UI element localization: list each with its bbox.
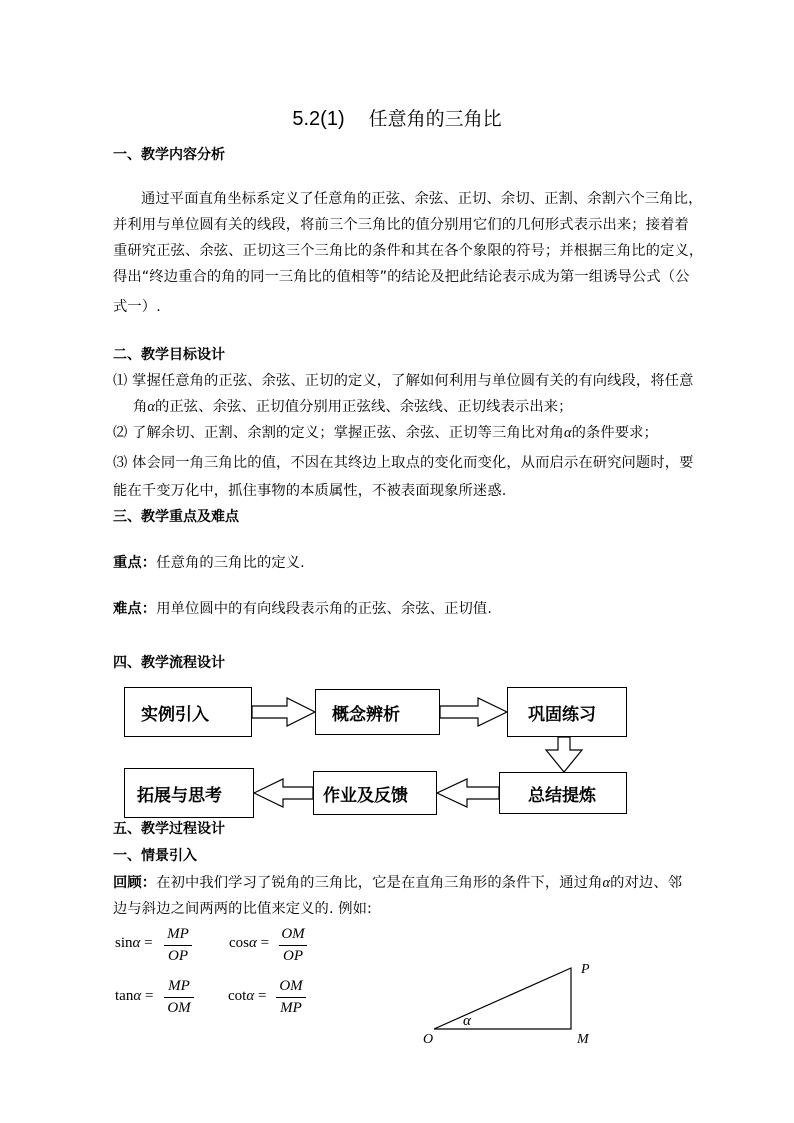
title-text: 任意角的三角比 — [368, 108, 502, 130]
fn-name: cos — [229, 935, 249, 951]
flow-step-label: 拓展与思考 — [137, 785, 222, 806]
sec1-line-1: 通过平面直角坐标系定义了任意角的正弦、余弦、正切、余切、正割、余割六个三角比， — [141, 191, 703, 207]
cos-fraction — [279, 925, 307, 966]
flow-arrow-right-1 — [252, 698, 315, 726]
cot-fraction — [276, 977, 306, 1018]
cot-formula-lhs: cotα = — [228, 988, 267, 1004]
numerator: MP — [168, 978, 190, 994]
flow-step-label: 实例引入 — [141, 704, 209, 725]
difficult-point-text: 用单位圆中的有向线段表示角的正弦、余弦、正切值. — [156, 601, 492, 617]
fn-name: cot — [228, 988, 247, 1004]
review-label: 回顾： — [113, 875, 157, 891]
numerator: OM — [279, 978, 303, 994]
subsection-1-heading: 一、情景引入 — [113, 848, 197, 864]
sin-fraction — [164, 925, 192, 966]
tan-formula-lhs: tanα = — [115, 988, 154, 1004]
flow-step-summary — [499, 772, 627, 814]
alpha-symbol: α — [249, 935, 257, 951]
sin-formula-lhs: sinα = — [115, 935, 153, 951]
denominator: OP — [168, 948, 188, 964]
key-point-text: 任意角的三角比的定义. — [156, 555, 305, 571]
goal-1-prefix: 角 — [133, 399, 148, 415]
alpha-symbol: α — [132, 935, 141, 951]
vertex-label-p: P — [581, 962, 590, 977]
flow-step-label: 巩固练习 — [528, 704, 596, 725]
flow-step-concept-analysis — [315, 689, 440, 735]
review-line-1 — [113, 872, 682, 892]
flow-step-example-intro — [124, 687, 252, 737]
alpha-symbol: α — [563, 425, 572, 441]
review-text-suffix: 的对边、邻 — [610, 875, 683, 891]
sec1-line-2: 并利用与单位圆有关的线段，将前三个三角比的值分别用它们的几何形式表示出来；接着着 — [113, 217, 689, 233]
tan-fraction — [164, 977, 194, 1018]
review-text-prefix: 在初中我们学习了锐角的三角比，它是在直角三角形的条件下，通过角 — [156, 875, 603, 891]
flow-arrow-down — [546, 737, 582, 772]
flow-step-homework — [313, 771, 437, 815]
goal-2-prefix: ⑵ 了解余切、正割、余割的定义；掌握正弦、余弦、正切等三角比对角 — [113, 425, 564, 441]
section-2-heading: 二、教学目标设计 — [113, 347, 225, 363]
flow-arrow-left-1 — [437, 779, 499, 807]
flow-arrow-left-2 — [254, 779, 313, 807]
vertex-label-o: O — [423, 1032, 434, 1047]
goal-1-line-1: ⑴ 掌握任意角的正弦、余弦、正切的定义，了解如何利用与单位圆有关的有向线段，将任意 — [113, 373, 694, 389]
alpha-symbol: α — [246, 988, 255, 1004]
flow-step-practice — [507, 687, 627, 737]
difficult-point-label: 难点： — [113, 601, 157, 617]
flow-arrow-right-2 — [440, 698, 507, 726]
goal-1-suffix: 的正弦、余弦、正切值分别用正弦线、余弦线、正切线表示出来； — [155, 399, 573, 415]
alpha-symbol: α — [133, 988, 142, 1004]
section-4-heading: 四、教学流程设计 — [113, 655, 225, 671]
flow-step-label: 作业及反馈 — [323, 785, 408, 806]
alpha-symbol: α — [602, 875, 611, 891]
section-1-heading: 一、教学内容分析 — [113, 147, 225, 163]
denominator: OM — [167, 1000, 191, 1016]
sec1-line-3: 重研究正弦、余弦、正切这三个三角比的条件和其在各个象限的符号；并根据三角比的定义， — [113, 243, 704, 259]
right-triangle — [434, 968, 571, 1029]
numerator: MP — [167, 926, 189, 942]
vertex-label-m: M — [577, 1032, 589, 1047]
flow-step-extension — [124, 768, 254, 818]
sec1-line-4: 得出“终边重合的角的同一三角比的值相等”的结论及把此结论表示成为第一组诱导公式（公 — [113, 269, 690, 285]
fn-name: sin — [115, 935, 133, 951]
review-line-2: 边与斜边之间两两的比值来定义的. 例如: — [113, 901, 372, 917]
alpha-symbol: α — [147, 399, 156, 415]
section-5-heading: 五、教学过程设计 — [113, 821, 225, 837]
goal-2-suffix: 的条件要求； — [571, 425, 658, 441]
flow-step-label: 总结提炼 — [528, 785, 596, 806]
goal-3-line-2: 能在千变万化中，抓住事物的本质属性，不被表面现象所迷惑. — [113, 483, 507, 499]
title-number: 5.2(1) — [292, 108, 345, 130]
angle-label-alpha: α — [463, 1013, 471, 1029]
flow-step-label: 概念辨析 — [332, 704, 400, 725]
sec1-line-5: 式一）. — [113, 299, 161, 315]
section-3-heading: 三、教学重点及难点 — [113, 509, 239, 525]
key-point-label: 重点： — [113, 555, 157, 571]
cos-formula-lhs: cosα = — [229, 935, 270, 951]
fn-name: tan — [115, 988, 134, 1004]
denominator: OP — [283, 948, 303, 964]
goal-3-line-1: ⑶ 体会同一角三角比的值，不因在其终边上取点的变化而变化，从而启示在研究问题时，要 — [113, 455, 694, 471]
denominator: MP — [280, 1000, 302, 1016]
numerator: OM — [281, 926, 305, 942]
